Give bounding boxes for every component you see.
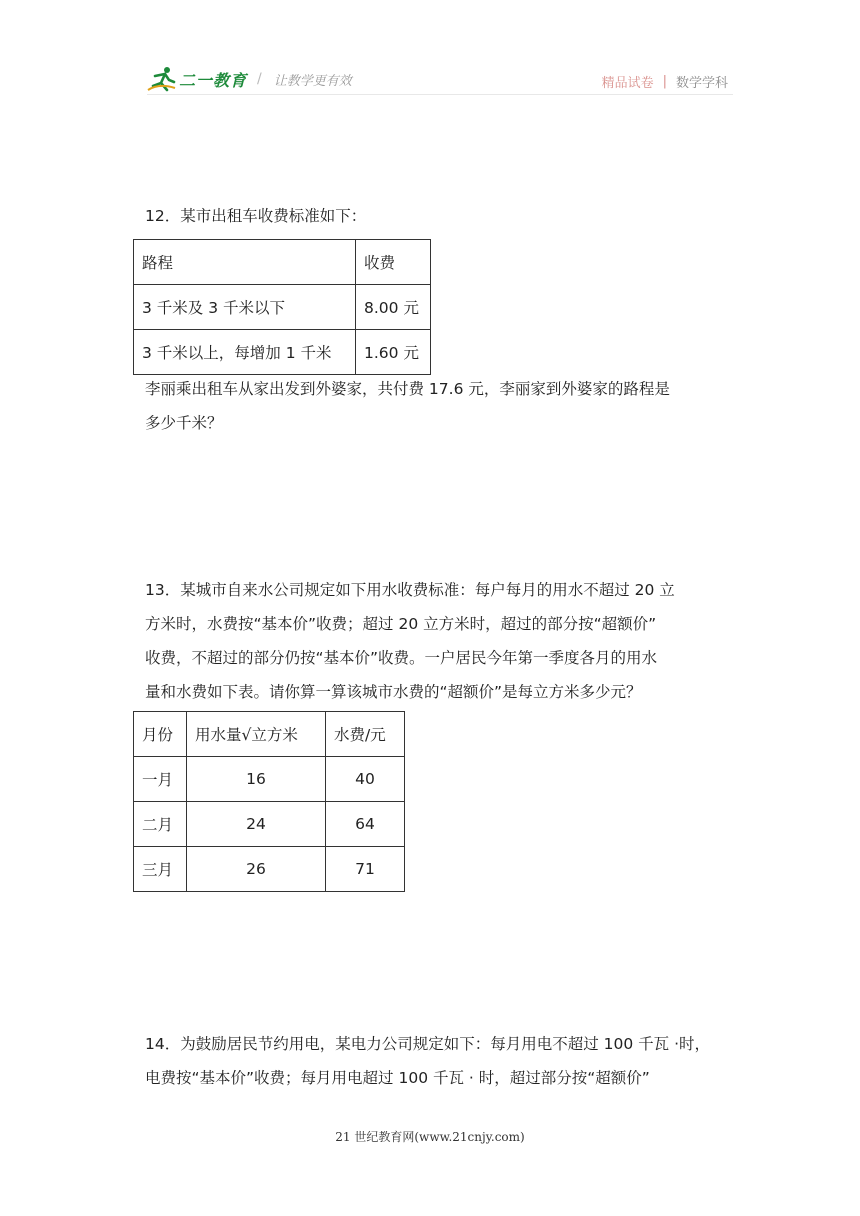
table-row (134, 757, 405, 802)
table-header-cell: 水费/元 (326, 712, 405, 757)
table-cell: 8.00 元 (356, 285, 431, 330)
logo (147, 66, 352, 92)
table-row (134, 847, 405, 892)
question-12-body (145, 372, 735, 440)
table-cell: 一月 (134, 757, 187, 802)
table-cell: 3 千米及 3 千米以下 (134, 285, 356, 330)
table-row (134, 285, 431, 330)
table-header-row (134, 712, 405, 757)
table-header-row (134, 240, 431, 285)
water-fee-table (133, 711, 405, 892)
table-cell: 1.60 元 (356, 330, 431, 375)
header-subject (602, 72, 728, 91)
table-row (134, 330, 431, 375)
page-footer: 21 世纪教育网(www.21cnjy.com) (335, 1130, 525, 1144)
table-cell: 71 (326, 847, 405, 892)
question-14-line: 14．为鼓励居民节约用电，某电力公司规定如下：每月用电不超过 100 千瓦 ·时， (145, 1035, 711, 1053)
question-13-line: 13．某城市自来水公司规定如下用水收费标准：每户每月的用水不超过 20 立 (145, 581, 675, 599)
table-cell: 3 千米以上，每增加 1 千米 (134, 330, 356, 375)
header-subject-name: 数学学科 (675, 76, 728, 91)
question-13-line: 收费，不超过的部分仍按“基本价”收费。一户居民今年第一季度各月的用水 (145, 649, 658, 667)
header-separator: | (662, 74, 667, 89)
question-12-intro-text: 12．某市出租车收费标准如下： (145, 207, 367, 225)
question-13-body (145, 573, 735, 709)
question-14-line: 电费按“基本价”收费；每月用电超过 100 千瓦 · 时，超过部分按“超额价” (145, 1069, 650, 1087)
table-cell: 16 (187, 757, 326, 802)
table-cell: 二月 (134, 802, 187, 847)
logo-text: 二一教育 (179, 70, 248, 90)
slogan-divider: / (257, 71, 262, 87)
table-header-cell: 月份 (134, 712, 187, 757)
table-header-cell: 路程 (134, 240, 356, 285)
taxi-fare-table (133, 239, 431, 375)
table-header-cell: 用水量√立方米 (187, 712, 326, 757)
running-person-icon (147, 66, 177, 92)
header-divider (147, 94, 733, 95)
table-header-cell: 收费 (356, 240, 431, 285)
table-row (134, 802, 405, 847)
table-cell: 26 (187, 847, 326, 892)
question-14-body (145, 1027, 735, 1095)
header-category: 精品试卷 (601, 76, 654, 91)
table-cell: 64 (326, 802, 405, 847)
table-cell: 24 (187, 802, 326, 847)
question-12-line: 李丽乘出租车从家出发到外婆家，共付费 17.6 元，李丽家到外婆家的路程是 (145, 380, 670, 398)
table-cell: 40 (326, 757, 405, 802)
question-13-line: 量和水费如下表。请你算一算该城市水费的“超额价”是每立方米多少元？ (145, 683, 642, 701)
question-13-line: 方米时，水费按“基本价”收费；超过 20 立方米时，超过的部分按“超额价” (145, 615, 657, 633)
question-12-intro (145, 199, 735, 233)
question-12-line: 多少千米？ (145, 414, 223, 432)
page-header (0, 0, 860, 100)
table-cell: 三月 (134, 847, 187, 892)
slogan: 让教学更有效 (273, 73, 352, 89)
